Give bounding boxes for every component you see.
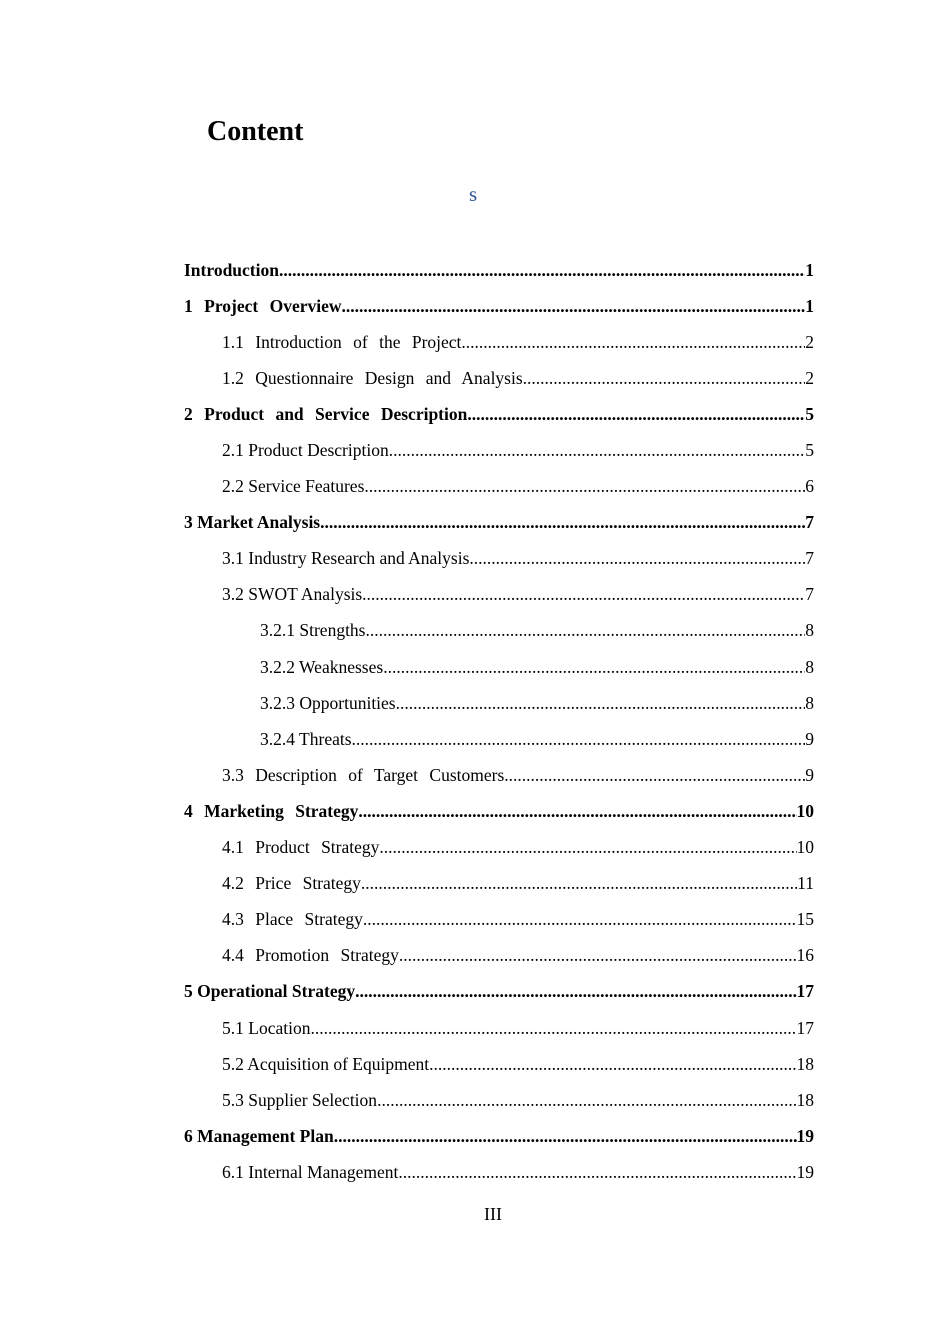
toc-dot-leader bbox=[379, 837, 796, 858]
toc-entry[interactable] bbox=[184, 938, 814, 974]
toc-entry-page: 11 bbox=[797, 873, 814, 894]
toc-entry-label: 4.4 Promotion Strategy bbox=[222, 945, 399, 966]
toc-entry-label: 4.1 Product Strategy bbox=[222, 837, 380, 858]
toc-entry-page: 2 bbox=[805, 331, 814, 352]
toc-entry[interactable] bbox=[184, 757, 814, 793]
toc-entry-label: 3.2.3 Opportunities bbox=[260, 692, 396, 713]
toc-entry-label: 4 Marketing Strategy bbox=[184, 800, 359, 821]
toc-dot-leader bbox=[342, 296, 806, 317]
toc-entry[interactable] bbox=[184, 1046, 814, 1082]
toc-entry[interactable] bbox=[184, 1118, 814, 1154]
toc-entry-page: 10 bbox=[796, 800, 814, 821]
toc-entry-label: 4.2 Price Strategy bbox=[222, 873, 361, 894]
toc-entry[interactable] bbox=[184, 793, 814, 829]
toc-entry-page: 17 bbox=[796, 1017, 814, 1038]
toc-entry-label: 5 Operational Strategy bbox=[184, 981, 356, 1002]
toc-entry[interactable] bbox=[184, 505, 814, 541]
toc-entry-page: 9 bbox=[805, 728, 814, 749]
toc-entry-page: 6 bbox=[805, 476, 814, 497]
toc-entry-label: 2 Product and Service Description bbox=[184, 403, 468, 424]
toc-entry-page: 19 bbox=[796, 1161, 814, 1182]
toc-entry-page: 8 bbox=[805, 620, 814, 641]
toc-entry-page: 8 bbox=[805, 656, 814, 677]
toc-entry[interactable] bbox=[184, 613, 814, 649]
toc-dot-leader bbox=[389, 440, 806, 461]
toc-dot-leader bbox=[310, 1018, 796, 1039]
toc-entry[interactable] bbox=[184, 396, 814, 432]
toc-entry-page: 1 bbox=[805, 295, 814, 316]
toc-entry-page: 8 bbox=[805, 692, 814, 713]
toc-dot-leader bbox=[467, 404, 805, 425]
toc-entry-label: 2.2 Service Features bbox=[222, 476, 365, 497]
toc-entry-label: 2.1 Product Description bbox=[222, 440, 389, 461]
toc-entry-label: 4.3 Place Strategy bbox=[222, 909, 363, 930]
toc-entry[interactable] bbox=[184, 1082, 814, 1118]
toc-dot-leader bbox=[469, 548, 805, 569]
toc-entry[interactable] bbox=[184, 649, 814, 685]
toc-dot-leader bbox=[429, 1054, 796, 1075]
toc-entry-page: 7 bbox=[805, 512, 814, 533]
toc-entry-page: 2 bbox=[805, 367, 814, 388]
toc-entry[interactable] bbox=[184, 685, 814, 721]
toc-entry-page: 7 bbox=[805, 584, 814, 605]
toc-dot-leader bbox=[358, 801, 796, 822]
toc-entry[interactable] bbox=[184, 974, 814, 1010]
toc-entry-label: 5.2 Acquisition of Equipment bbox=[222, 1053, 430, 1074]
toc-entry-label: 3 Market Analysis bbox=[184, 512, 321, 533]
toc-entry-label: Introduction bbox=[184, 259, 279, 280]
toc-entry-page: 18 bbox=[796, 1089, 814, 1110]
toc-entry[interactable] bbox=[184, 469, 814, 505]
toc-dot-leader bbox=[366, 620, 806, 641]
toc-entry[interactable] bbox=[184, 288, 814, 324]
toc-entry[interactable] bbox=[184, 902, 814, 938]
toc-dot-leader bbox=[398, 1162, 796, 1183]
toc-dot-leader bbox=[377, 1090, 796, 1111]
toc-entry-label: 3.2 SWOT Analysis bbox=[222, 584, 363, 605]
toc-entry-page: 18 bbox=[796, 1053, 814, 1074]
toc-dot-leader bbox=[523, 368, 806, 389]
toc-entry-page: 1 bbox=[805, 259, 814, 280]
toc-entry-label: 5.1 Location bbox=[222, 1017, 311, 1038]
toc-entry-page: 5 bbox=[805, 440, 814, 461]
toc-dot-leader bbox=[352, 729, 806, 750]
toc-entry-label: 6.1 Internal Management bbox=[222, 1161, 399, 1182]
toc-entry-label: 6 Management Plan bbox=[184, 1125, 334, 1146]
page-title-continuation: s bbox=[469, 182, 478, 206]
toc-entry[interactable] bbox=[184, 866, 814, 902]
toc-entry[interactable] bbox=[184, 721, 814, 757]
toc-entry-label: 1.1 Introduction of the Project bbox=[222, 331, 462, 352]
toc-dot-leader bbox=[362, 584, 805, 605]
toc-dot-leader bbox=[396, 693, 806, 714]
toc-dot-leader bbox=[361, 873, 797, 894]
table-of-contents bbox=[184, 252, 814, 1190]
toc-dot-leader bbox=[363, 909, 797, 930]
toc-entry[interactable] bbox=[184, 324, 814, 360]
toc-entry-page: 5 bbox=[805, 403, 814, 424]
toc-entry-page: 10 bbox=[796, 837, 814, 858]
toc-dot-leader bbox=[383, 657, 805, 678]
toc-entry-label: 1 Project Overview bbox=[184, 295, 342, 316]
toc-entry-page: 19 bbox=[796, 1125, 814, 1146]
toc-entry[interactable] bbox=[184, 830, 814, 866]
toc-entry-label: 3.1 Industry Research and Analysis bbox=[222, 548, 470, 569]
toc-entry[interactable] bbox=[184, 541, 814, 577]
toc-entry-label: 5.3 Supplier Selection bbox=[222, 1089, 378, 1110]
toc-dot-leader bbox=[279, 260, 805, 281]
toc-entry[interactable] bbox=[184, 1010, 814, 1046]
page-number: III bbox=[484, 1204, 502, 1224]
toc-dot-leader bbox=[461, 332, 805, 353]
toc-entry-label: 3.2.2 Weaknesses bbox=[260, 656, 384, 677]
page-title: Content bbox=[207, 116, 304, 147]
toc-entry[interactable] bbox=[184, 432, 814, 468]
toc-entry[interactable] bbox=[184, 252, 814, 288]
toc-entry-page: 16 bbox=[796, 945, 814, 966]
toc-dot-leader bbox=[364, 476, 805, 497]
toc-entry-page: 15 bbox=[796, 909, 814, 930]
toc-entry-label: 3.2.1 Strengths bbox=[260, 620, 366, 641]
toc-entry-label: 1.2 Questionnaire Design and Analysis bbox=[222, 367, 523, 388]
toc-entry[interactable] bbox=[184, 360, 814, 396]
toc-entry-page: 7 bbox=[805, 548, 814, 569]
toc-dot-leader bbox=[320, 512, 805, 533]
toc-dot-leader bbox=[504, 765, 805, 786]
toc-dot-leader bbox=[334, 1126, 797, 1147]
toc-entry[interactable] bbox=[184, 1154, 814, 1190]
toc-dot-leader bbox=[355, 981, 796, 1002]
toc-entry[interactable] bbox=[184, 577, 814, 613]
toc-entry-label: 3.2.4 Threats bbox=[260, 728, 352, 749]
toc-entry-page: 9 bbox=[805, 764, 814, 785]
toc-dot-leader bbox=[399, 945, 797, 966]
toc-entry-label: 3.3 Description of Target Customers bbox=[222, 764, 505, 785]
toc-entry-page: 17 bbox=[796, 981, 814, 1002]
